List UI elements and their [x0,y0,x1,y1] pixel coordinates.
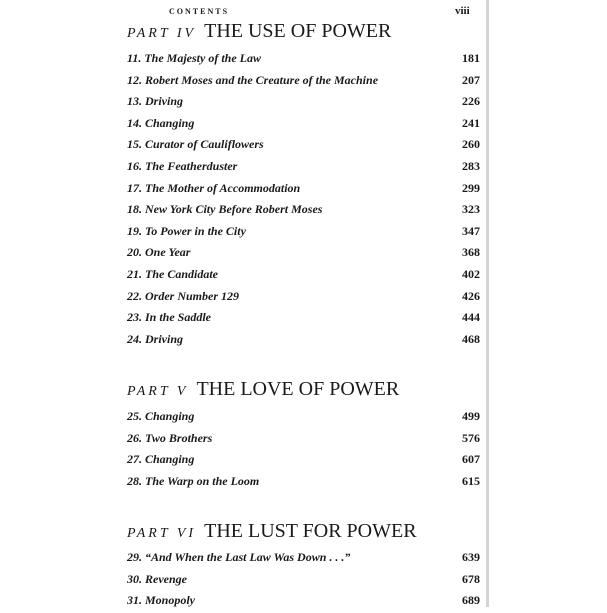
chapter-page: 426 [462,288,480,303]
part-title: THE LUST FOR POWER [204,520,417,542]
chapter-number: 11. [127,51,142,65]
chapter-number: 28. [127,473,142,488]
chapter-title [127,550,350,565]
toc-entry [127,409,480,429]
chapter-name: New York City Before Robert Moses [145,202,323,217]
chapter-title [127,332,183,347]
chapter-number: 27. [127,452,142,467]
chapter-page: 607 [462,452,480,467]
chapter-name: “And When the Last Law Was Down . . .” [145,550,351,564]
part-heading [127,20,391,43]
chapter-number: 29. [127,550,142,564]
part-title: THE LOVE OF POWER [196,378,400,400]
chapter-number: 18. [127,202,142,217]
chapter-title [127,289,239,304]
chapter-name: Driving [145,331,184,346]
chapter-name: The Mother of Accommodation [145,180,301,195]
chapter-page: 368 [462,245,480,260]
chapter-title [127,310,211,325]
toc-entry [127,224,480,244]
chapter-number: 25. [127,409,142,423]
chapter-page: 499 [462,409,480,423]
chapter-title [127,474,259,489]
toc-entry [127,202,480,222]
chapter-name: Two Brothers [145,430,213,445]
chapter-page: 615 [462,473,480,488]
chapter-name: Robert Moses and the Creature of the Machine [145,72,379,87]
chapter-number: 19. [127,223,142,238]
chapter-number: 16. [127,159,142,173]
toc-entry [127,289,480,309]
toc-entry [127,474,480,494]
page-edge-divider [486,0,489,607]
chapter-page: 689 [462,593,480,608]
part-heading [127,520,417,543]
chapter-title [127,431,212,446]
chapter-page: 639 [462,550,480,564]
chapter-title [127,137,264,152]
chapter-name: In the Saddle [145,310,212,325]
chapter-number: 24. [127,331,142,346]
chapter-page: 283 [462,159,480,173]
chapter-name: Driving [145,94,184,109]
chapter-page: 678 [462,571,480,586]
chapter-title [127,73,378,88]
chapter-name: The Candidate [145,267,219,281]
chapter-page: 444 [462,310,480,325]
toc-entry [127,94,480,114]
chapter-name: To Power in the City [145,223,246,238]
toc-entry [127,452,480,472]
chapter-page: 260 [462,137,480,152]
page-number: viii [455,5,470,17]
toc-entry [127,245,480,265]
chapter-page: 323 [462,202,480,217]
chapter-name: Changing [145,452,195,467]
chapter-number: 26. [127,430,142,445]
chapter-title [127,159,237,174]
chapter-title [127,409,194,424]
toc-entry [127,431,480,451]
toc-entry [127,73,480,93]
chapter-number: 17. [127,180,142,195]
toc-entry [127,181,480,201]
toc-entry [127,332,480,352]
chapter-number: 14. [127,115,142,130]
part-heading [127,378,399,401]
chapter-page: 226 [462,94,480,109]
part-title: THE USE OF POWER [204,20,392,42]
chapter-title [127,202,322,217]
chapter-page: 468 [462,331,480,346]
chapter-page: 299 [462,180,480,195]
chapter-title [127,593,195,608]
chapter-title [127,267,218,282]
chapter-number: 15. [127,137,142,152]
chapter-name: Monopoly [145,593,196,608]
chapter-title [127,181,300,196]
toc-entry [127,116,480,136]
chapter-name: The Warp on the Loom [145,473,260,488]
chapter-page: 241 [462,115,480,130]
chapter-number: 22. [127,288,142,303]
toc-entry [127,572,480,592]
chapter-number: 30. [127,571,142,586]
chapter-number: 23. [127,310,142,325]
chapter-name: Revenge [145,571,187,586]
chapter-page: 181 [462,51,480,65]
chapter-name: One Year [145,245,191,260]
chapter-number: 13. [127,94,142,109]
chapter-number: 20. [127,245,142,260]
toc-entry [127,310,480,330]
toc-entry [127,159,480,179]
toc-entry [127,593,480,613]
toc-entry [127,137,480,157]
chapter-page: 576 [462,430,480,445]
chapter-name: Changing [145,115,195,130]
chapter-name: The Majesty of the Law [144,51,261,65]
chapter-title [127,224,246,239]
part-label: PART IV [127,26,197,41]
part-label: PART V [127,384,189,399]
chapter-page: 347 [462,223,480,238]
chapter-name: Order Number 129 [145,288,240,303]
running-head: CONTENTS [169,7,230,16]
chapter-page: 402 [462,267,480,281]
chapter-title [127,245,190,260]
toc-entry [127,550,480,570]
toc-entry [127,267,480,287]
chapter-title [127,116,194,131]
chapter-title [127,51,261,66]
chapter-page: 207 [462,72,480,87]
chapter-title [127,94,183,109]
chapter-name: The Featherduster [145,159,238,173]
chapter-number: 21. [127,267,142,281]
chapter-number: 31. [127,593,142,608]
chapter-name: Curator of Cauliflowers [145,137,264,152]
chapter-title [127,572,187,587]
chapter-name: Changing [145,409,195,423]
chapter-number: 12. [127,72,142,87]
chapter-title [127,452,194,467]
toc-entry [127,51,480,71]
part-label: PART VI [127,526,197,541]
